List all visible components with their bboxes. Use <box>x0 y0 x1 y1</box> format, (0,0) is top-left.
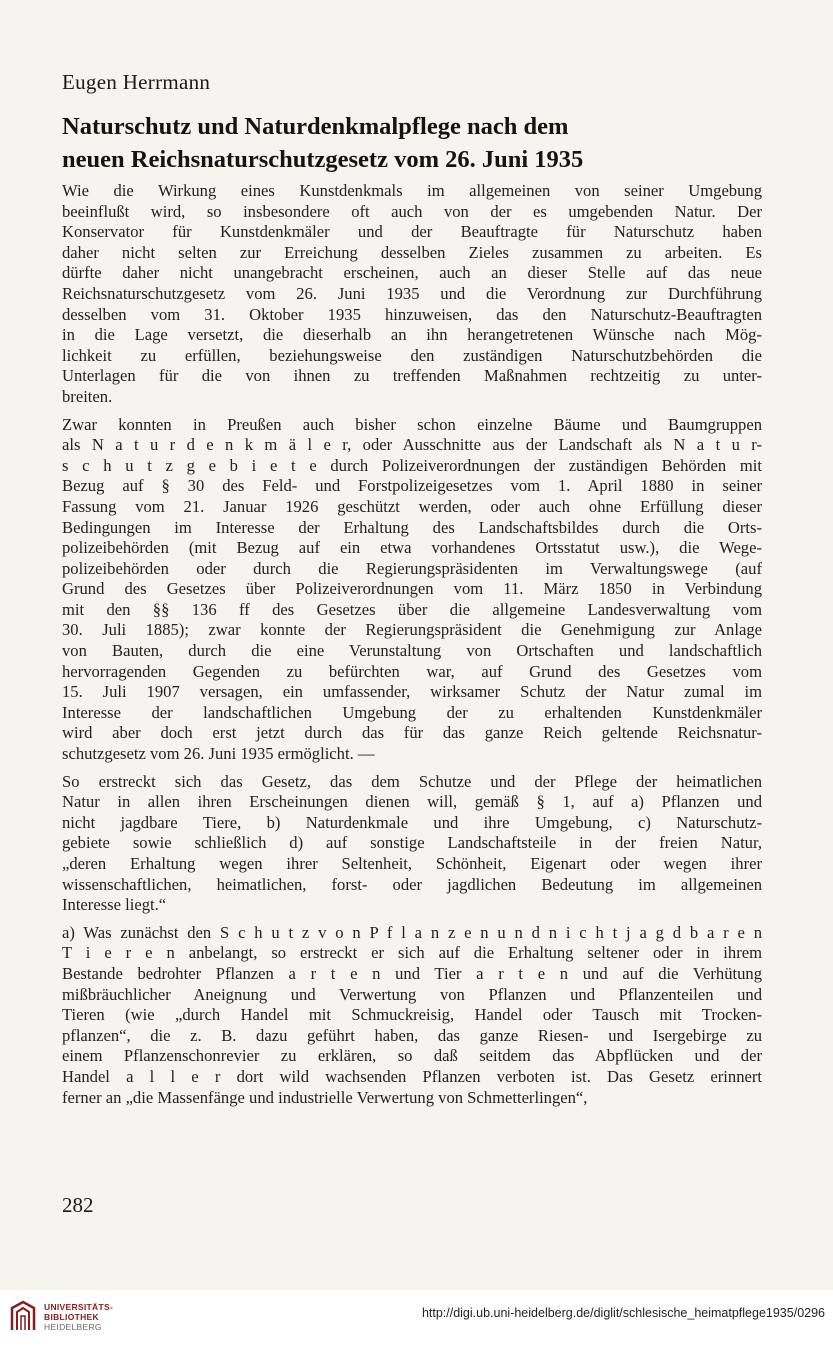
text-line: von Bauten, durch die eine Verunstaltung von Ortschaften und landschaftlich <box>62 641 762 661</box>
text-line: polizeibehörden oder durch die Regierungspräsidenten im Verwaltungswege (auf <box>62 558 762 578</box>
text-line: Bezug auf § 30 des Feld- und Forstpolizeigesetzes vom 1. April 1880 in seiner <box>62 476 762 496</box>
text-line: Natur in allen ihren Erscheinungen dienen will, gemäß § 1, auf a) Pflanzen und <box>62 792 762 812</box>
text-line: „deren Erhaltung wegen ihrer Seltenheit, Schönheit, Eigenart oder wegen ihrer <box>62 854 762 873</box>
text-line: s c h u t z g e b i e t e durch Polizeiverordnungen der zuständigen Behörden mit <box>62 455 762 475</box>
title-line: neuen Reichsnaturschutzgesetz vom 26. Juni 1935 <box>62 146 584 173</box>
text-line: Zwar konnten in Preußen auch bisher schon einzelne Bäume und Baumgruppen <box>62 414 762 434</box>
text-line: Interesse liegt.“ <box>62 895 167 915</box>
author-name: Eugen Herrmann <box>62 70 211 94</box>
text-line: Bestande bedrohter Pflanzen a r t e n und Tier a r t e n und auf die Verhütung <box>62 963 762 983</box>
text-line: beeinflußt wird, so insbesondere oft auch von der es umgebenden Natur. Der <box>62 201 762 221</box>
text-line: pflanzen“, die z. B. dazu geführt haben, das ganze Riesen- und Isergebirge zu <box>62 1025 762 1045</box>
paragraph <box>62 923 762 1108</box>
footer <box>0 1290 833 1348</box>
text-line: Grund des Gesetzes über Polizeiverordnungen vom 11. März 1850 in Verbindung <box>62 579 762 599</box>
text-line: Interesse der landschaftlichen Umgebung der zu erhaltenden Kunstdenkmäler <box>62 702 762 722</box>
text-line: mit den §§ 136 ff des Gesetzes über die allgemeine Landesverwaltung vom <box>62 599 762 619</box>
text-line: mißbräuchlicher Aneignung und Verwertung von Pflanzen und Pflanzenteilen und <box>62 984 762 1004</box>
paragraph <box>62 415 762 765</box>
text-line: Handel a l l e r dort wild wachsenden Pflanzen verboten ist. Das Gesetz erinnert <box>62 1066 762 1086</box>
text-line: desselben vom 31. Oktober 1935 hinzuweisen, das den Naturschutz-Beauftragten <box>62 304 762 324</box>
text-line: hervorragenden Gegenden zu befürchten war, auf Grund des Gesetzes vom <box>62 661 762 681</box>
text-line: Tieren (wie „durch Handel mit Schmuckreisig, Handel oder Tausch mit Trocken- <box>62 1005 762 1025</box>
logo-line: BIBLIOTHEK <box>44 1312 99 1322</box>
text-line: nicht jagdbare Tiere, b) Naturdenkmale und ihre Umgebung, c) Naturschutz- <box>62 812 762 832</box>
page-number: 282 <box>62 1193 94 1217</box>
text-line: wissenschaftlichen, heimatlichen, forst- oder jagdlichen Bedeutung im allgemeinen <box>62 874 762 894</box>
article-title <box>62 110 782 176</box>
logo-line: HEIDELBERG <box>44 1322 102 1332</box>
text-line: Reichsnaturschutzgesetz vom 26. Juni 1935 und die Verordnung zur Durchführung <box>62 283 762 303</box>
text-line: gebiete sowie schließlich d) auf sonstige Landschaftsteile in der freien Natur, <box>62 833 762 853</box>
text-line: ferner an „die Massenfänge und industrielle Verwertung von Schmetterlingen“, <box>62 1087 588 1107</box>
text-line: Fassung vom 21. Januar 1926 geschützt werden, oder auch ohne Erfüllung dieser <box>62 496 762 516</box>
text-line: in die Lage versetzt, die dieserhalb an ihn herangetretenen Wünsche nach Mög- <box>62 325 762 345</box>
text-line: Unterlagen für die von ihnen zu treffenden Maßnahmen rechtzeitig zu unter- <box>62 366 762 386</box>
text-line: Bedingungen im Interesse der Erhaltung des Landschaftsbildes durch die Orts- <box>62 517 762 537</box>
text-line: schutzgesetz vom 26. Juni 1935 ermöglicht. — <box>62 744 375 764</box>
library-logo-text[interactable] <box>44 1302 113 1332</box>
text-line: lichkeit zu erfüllen, beziehungsweise den zuständigen Naturschutzbehörden die <box>62 345 762 365</box>
text-line: Wie die Wirkung eines Kunstdenkmals im allgemeinen von seiner Umgebung <box>62 181 762 200</box>
text-line: a) Was zunächst den S c h u t z v o n P f l a n z e n u n d n i c h t j a g d b a r e n <box>62 922 762 942</box>
text-line: breiten. <box>62 386 113 406</box>
title-line: Naturschutz und Naturdenkmalpflege nach dem <box>62 113 569 140</box>
text-line: dürfte daher nicht unangebracht erscheinen, auch an dieser Stelle auf das neue <box>62 263 762 283</box>
text-line: 30. Juli 1885); zwar konnte der Regierungspräsident die Genehmigung zur Anlage <box>62 620 762 640</box>
logo-line: UNIVERSITÄTS- <box>44 1302 114 1312</box>
text-line: So erstreckt sich das Gesetz, das dem Schutze und der Pflege der heimatlichen <box>62 771 762 791</box>
source-url-link[interactable]: http://digi.ub.uni-heidelberg.de/diglit/schlesische_heimatpflege1935/0296 <box>421 1306 825 1320</box>
text-line: T i e r e n anbelangt, so erstreckt er sich auf die Erhaltung seltener oder in ihrem <box>62 943 762 963</box>
article-body <box>62 181 762 1115</box>
text-line: als N a t u r d e n k m ä l e r, oder Ausschnitte aus der Landschaft als N a t u r- <box>62 435 762 455</box>
text-line: Konservator für Kunstdenkmäler und der Beauftragte für Naturschutz haben <box>62 222 762 242</box>
text-line: polizeibehörden (mit Bezug auf ein etwa vorhandenes Ortsstatut usw.), die Wege- <box>62 538 762 558</box>
university-library-logo-icon[interactable] <box>8 1298 38 1334</box>
text-line: wird aber doch erst jetzt durch das für das ganze Reich geltende Reichsnatur- <box>62 723 762 743</box>
text-line: einem Pflanzenschonrevier zu erklären, so daß seitdem das Abpflücken und der <box>62 1046 762 1066</box>
text-line: 15. Juli 1907 versagen, ein umfassender, wirksamer Schutz der Natur zumal im <box>62 682 762 702</box>
paragraph <box>62 772 762 916</box>
paragraph <box>62 181 762 408</box>
text-line: daher nicht selten zur Erreichung desselben Zieles zusammen zu arbeiten. Es <box>62 242 762 262</box>
